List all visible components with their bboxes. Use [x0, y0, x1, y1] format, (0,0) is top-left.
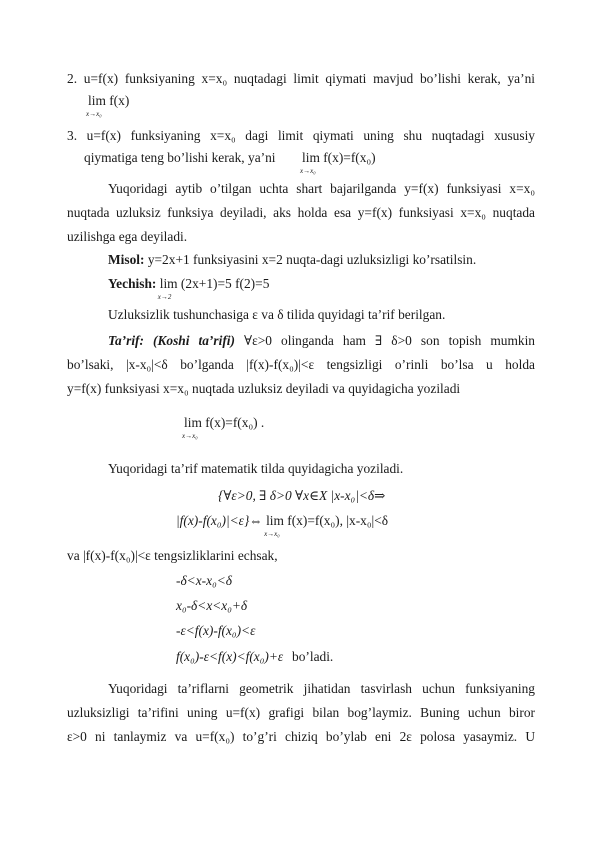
inequality-suffix: bo’ladi.: [292, 649, 334, 664]
solution-label: Yechish:: [108, 276, 157, 291]
para1-line3: uzilishga ega deyiladi.: [67, 229, 188, 244]
math-line2-right: lim f(x)=f(x₀), |x-x₀|<δ: [266, 513, 389, 528]
para1-line1: Yuqoridagi aytib o’tilgan uchta shart bajarilganda y=f(x) funksiyasi x=x₀: [108, 181, 535, 196]
definition-line1: [108, 332, 535, 350]
para4-line: va |f(x)-f(x₀)|<ε tengsizliklarini echsak,: [67, 548, 278, 563]
lim-subscript: x→x₀: [264, 530, 280, 538]
inequality-2: x₀-δ<x<x₀+δ: [176, 598, 248, 613]
lim-subscript: x→x₀: [182, 432, 198, 440]
para1-line2: nuqtada uzluksiz funksiya deyiladi, aks holda esa y=f(x) funksiyasi x=x₀ nuqtada: [67, 205, 535, 220]
solution-line: [108, 275, 535, 301]
definition-line3: y=f(x) funksiyasi x=x₀ nuqtada uzluksiz deyiladi va quyidagicha yoziladi: [67, 381, 461, 396]
item2-formula: [86, 92, 130, 118]
inequality-1: -δ<x-x₀<δ: [176, 573, 232, 588]
definition-text1: ∀ε>0 olinganda ham ∃ δ>0 son topish mumkin: [244, 333, 535, 348]
formula1: [182, 414, 265, 440]
example-text: y=2x+1 funksiyasini x=2 nuqta-dagi uzluksizligi ko’rsatilsin.: [147, 252, 477, 267]
item3-line1: 3. u=f(x) funksiyaning x=x₀ dagi limit qiymati uning shu nuqtadagi xususiy: [67, 128, 535, 143]
para5-line3: ε>0 ni tanlaymiz va u=f(x₀) to’g’ri chiziq bo’ylab eni 2ε polosa yasaymiz. U: [67, 729, 535, 744]
formula1-text: lim f(x)=f(x₀) .: [184, 415, 265, 430]
lim-subscript: x→x₀: [86, 110, 102, 118]
item2-formula-text: lim f(x): [88, 93, 130, 108]
item3-line2: qiymatiga teng bo’lishi kerak, ya’ni: [84, 150, 276, 165]
inequality-4: f(x₀)-ε<f(x)<f(x₀)+ε: [176, 649, 284, 664]
para2-line: Uzluksizlik tushunchasiga ε va δ tilida quyidagi ta’rif berilgan.: [108, 307, 446, 322]
inequality-3: -ε<f(x)-f(x₀)<ε: [176, 623, 256, 638]
para3-line: Yuqoridagi ta’rif matematik tilda quyidagicha yoziladi.: [108, 461, 404, 476]
lim-subscript: x→x₀: [300, 167, 316, 175]
item2-line: 2. u=f(x) funksiyaning x=x₀ nuqtadagi limit qiymati mavjud bo’lishi kerak, ya’ni: [67, 71, 535, 86]
math-line1: {∀ε>0, ∃ δ>0 ∀x∈X |x-x₀|<δ⇒: [218, 488, 386, 503]
solution-formula: lim (2x+1)=5 f(2)=5: [159, 276, 270, 291]
math-line2-left: |f(x)-f(x₀)|<ε}⇔: [176, 513, 263, 528]
math-line2: [176, 512, 389, 538]
definition-label: Ta’rif: (Koshi ta’rifi): [108, 333, 235, 348]
example-label: Misol:: [108, 252, 145, 267]
item3-formula-text: lim f(x)=f(x₀): [302, 150, 376, 165]
item3-formula: [300, 149, 377, 175]
example-line: [108, 251, 535, 269]
para5-line2: uzluksizligi ta’rifini uning u=f(x) grafigi bilan bog’laymiz. Buning uchun biror: [67, 705, 535, 720]
lim-subscript: x→2: [157, 293, 172, 301]
para5-line1: Yuqoridagi ta’riflarni geometrik jihatidan tasvirlash uchun funksiyaning: [108, 681, 535, 696]
definition-line2: bo’lsaki, |x-x₀|<δ bo’lganda |f(x)-f(x₀)|<ε tengsizligi o’rinli bo’lsa u holda: [67, 357, 535, 372]
